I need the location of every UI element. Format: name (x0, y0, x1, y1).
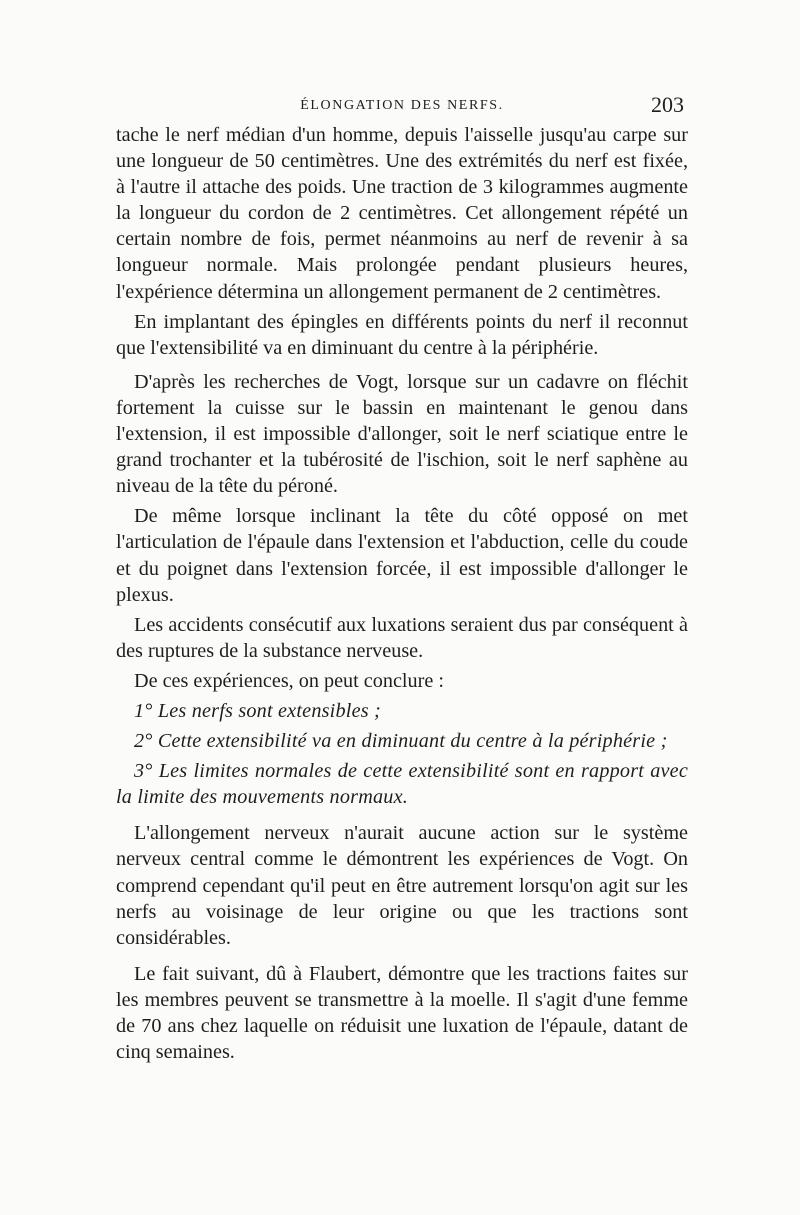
paragraph-conclude-intro: De ces expériences, on peut conclure : (134, 669, 444, 692)
conclusion-item-1: 1° Les nerfs sont extensibles ; (134, 699, 381, 722)
book-page (116, 92, 688, 1069)
running-title: ÉLONGATION DES NERFS. (300, 98, 504, 113)
page-number: 203 (651, 92, 684, 117)
paragraph-continuation: tache le nerf médian d'un homme, depuis l'aisselle jusqu'au carpe sur une longueur de 50 centimètres. Une des extrémités du nerf est fixée, à l'autre il attache des poids. Une traction de 3 kilogrammes augmente la longueur du cordon de 2 centimètres. Cet allongement répété un certain nombre de fois, permet néanmoins au nerf de revenir à sa longueur normale. Mais prolongée pendant plusieurs heures, l'expérience détermina un allongement permanent de 2 centimètres. (116, 124, 688, 303)
paragraph-plexus: De même lorsque inclinant la tête du côté opposé on met l'articulation de l'épaule dans l'extension et l'abduction, celle du coude et du poignet dans l'extension forcée, il est impossible d'allonger le plexus. (116, 505, 688, 606)
paragraph-extensibility: En implantant des épingles en différents points du nerf il reconnut que l'extensibilité va en diminuant du centre à la périphérie. (116, 310, 688, 359)
paragraph-flaubert-case: Le fait suivant, dû à Flaubert, démontre que les tractions faites sur les membres peuvent se transmettre à la moelle. Il s'agit d'une femme de 70 ans chez laquelle on réduisit une luxation de l'épaule, datant de cinq semaines. (116, 962, 688, 1064)
conclusion-item-2: 2° Cette extensibilité va en diminuant du centre à la périphérie ; (134, 730, 668, 753)
paragraph-vogt: D'après les recherches de Vogt, lorsque sur un cadavre on fléchit fortement la cuisse sur le bassin en maintenant le genou dans l'extension, il est impossible d'allonger, soit le nerf sciatique entre le grand trochanter et la tubérosité de l'ischion, soit le nerf saphène au niveau de la tête du péroné. (116, 370, 688, 498)
paragraph-central-nervous-system: L'allongement nerveux n'aurait aucune action sur le système nerveux central comme le démontrent les expériences de Vogt. On comprend cependant qu'il peut en être autrement lorsqu'on agit sur les nerfs au voisinage de leur origine ou que les tractions sont considérables. (116, 822, 688, 949)
running-header (116, 92, 688, 122)
paragraph-accidents: Les accidents consécutif aux luxations seraient dus par conséquent à des ruptures de la substance nerveuse. (116, 613, 688, 662)
body-text (116, 122, 688, 1065)
conclusion-item-3: 3° Les limites normales de cette extensibilité sont en rapport avec la limite des mouvements normaux. (116, 760, 688, 809)
